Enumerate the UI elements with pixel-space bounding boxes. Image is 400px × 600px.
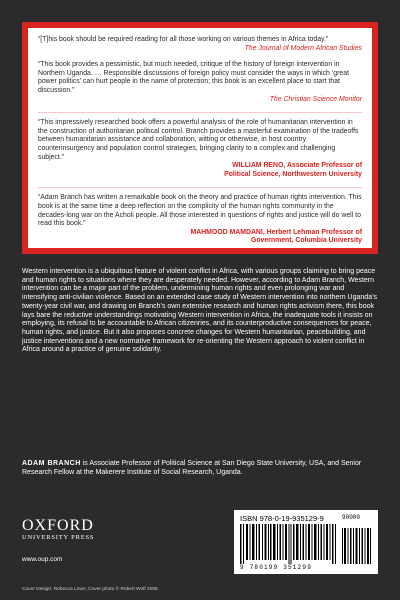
book-description: Western intervention is a ubiquitous feature of violent conflict in Africa, with various groups claiming to bring peace and human rights to situations where they are desperately needed. However, according to Adam Branch, Western intervention can be a major part of the problem, undermining human rights and even prolonging war and intensifying anti-civilian violence. Based on an extended case study of Western intervention into northern Uganda’s twenty-year civil war, and drawing on Branch’s own extensive research and human rights activism there, this book lays bare the reductive understandings motivating Western intervention in Africa, the inadequate tools it insists on employing, its refusal to be accountable to African citizenries, and its counterproductive consequences for peace, human rights, and justice. But it also proposes concrete changes for Western humanitarian, peacebuilding, and justice interventions and a new normative framework for re-orienting the Western approach to violent conflict in Africa around a practice of genuine solidarity.: [22, 268, 378, 354]
review-quote-3: [38, 119, 362, 179]
review-quote-4: [38, 194, 362, 246]
quote-text: “This impressively researched book offers a powerful analysis of the role of humanitarian intervention in the construction of authoritarian political control. Branch provides a masterful examination of the tradeoffs between humanitarian assistance and collaboration, witting or otherwise, in host country counterinsurgency and population control strategies, bringing clarity to a complex and challenging subject.”: [38, 119, 359, 161]
publisher-logo: OXFORD: [22, 517, 94, 534]
quote-text: “This book provides a pessimistic, but much needed, critique of the history of foreign intervention in Northern Uganda. … Responsible discussions of foreign policy must consider the ways in which ‘great power politics’ can hurt people in the name of protection; this book is an excellent place to start that discussion.”: [38, 61, 349, 94]
author-name: ADAM BRANCH: [22, 460, 81, 467]
isbn-label: ISBN 978-0-19-935129-9: [240, 514, 324, 523]
divider: [38, 112, 362, 113]
publisher-subtitle: UNIVERSITY PRESS: [22, 534, 95, 541]
divider: [38, 187, 362, 188]
quote-attribution: The Journal of Modern African Studies: [244, 44, 362, 52]
barcode-icon: [240, 524, 372, 564]
quote-attribution-line2: Government, Columbia University: [250, 237, 362, 245]
quote-text: “[T]his book should be required reading for all those working on various themes in Africa today.”: [38, 36, 329, 43]
quote-attribution: The Christian Science Monitor: [269, 95, 362, 103]
review-quotes-panel: [22, 22, 378, 254]
quote-attribution-line2: Political Science, Northwestern University: [224, 170, 362, 178]
barcode-panel: [234, 510, 378, 574]
review-quote-2: [38, 61, 362, 104]
author-bio: [22, 460, 378, 477]
quote-text: “Adam Branch has written a remarkable book on the theory and practice of human rights intervention. This book is at the same time a deep reflection on the complicity of the human rights community in the decades-long war on the Acholi people. All those interested in questions of rights and justice will do well to read this book.”: [38, 194, 362, 228]
publisher-url[interactable]: www.oup.com: [22, 556, 63, 563]
quote-attribution-line1: MAHMOOD MAMDANI, Herbert Lehman Professor of: [190, 228, 362, 236]
publisher-block: [22, 518, 132, 564]
barcode-addon: 90000: [342, 514, 361, 521]
author-bio-text: is Associate Professor of Political Science at San Diego State University, USA, and Senior Research Fellow at the Makerere Institute of Social Research, Uganda.: [22, 460, 362, 476]
barcode-digits: 9 780199 351299: [240, 564, 313, 571]
review-quote-1: [38, 36, 362, 53]
quote-attribution-line1: WILLIAM RENO, Associate Professor of: [232, 162, 362, 170]
cover-credits: Cover Design: Rebecca Lown; Cover photo © Robert Wolf 2005: [22, 587, 158, 592]
